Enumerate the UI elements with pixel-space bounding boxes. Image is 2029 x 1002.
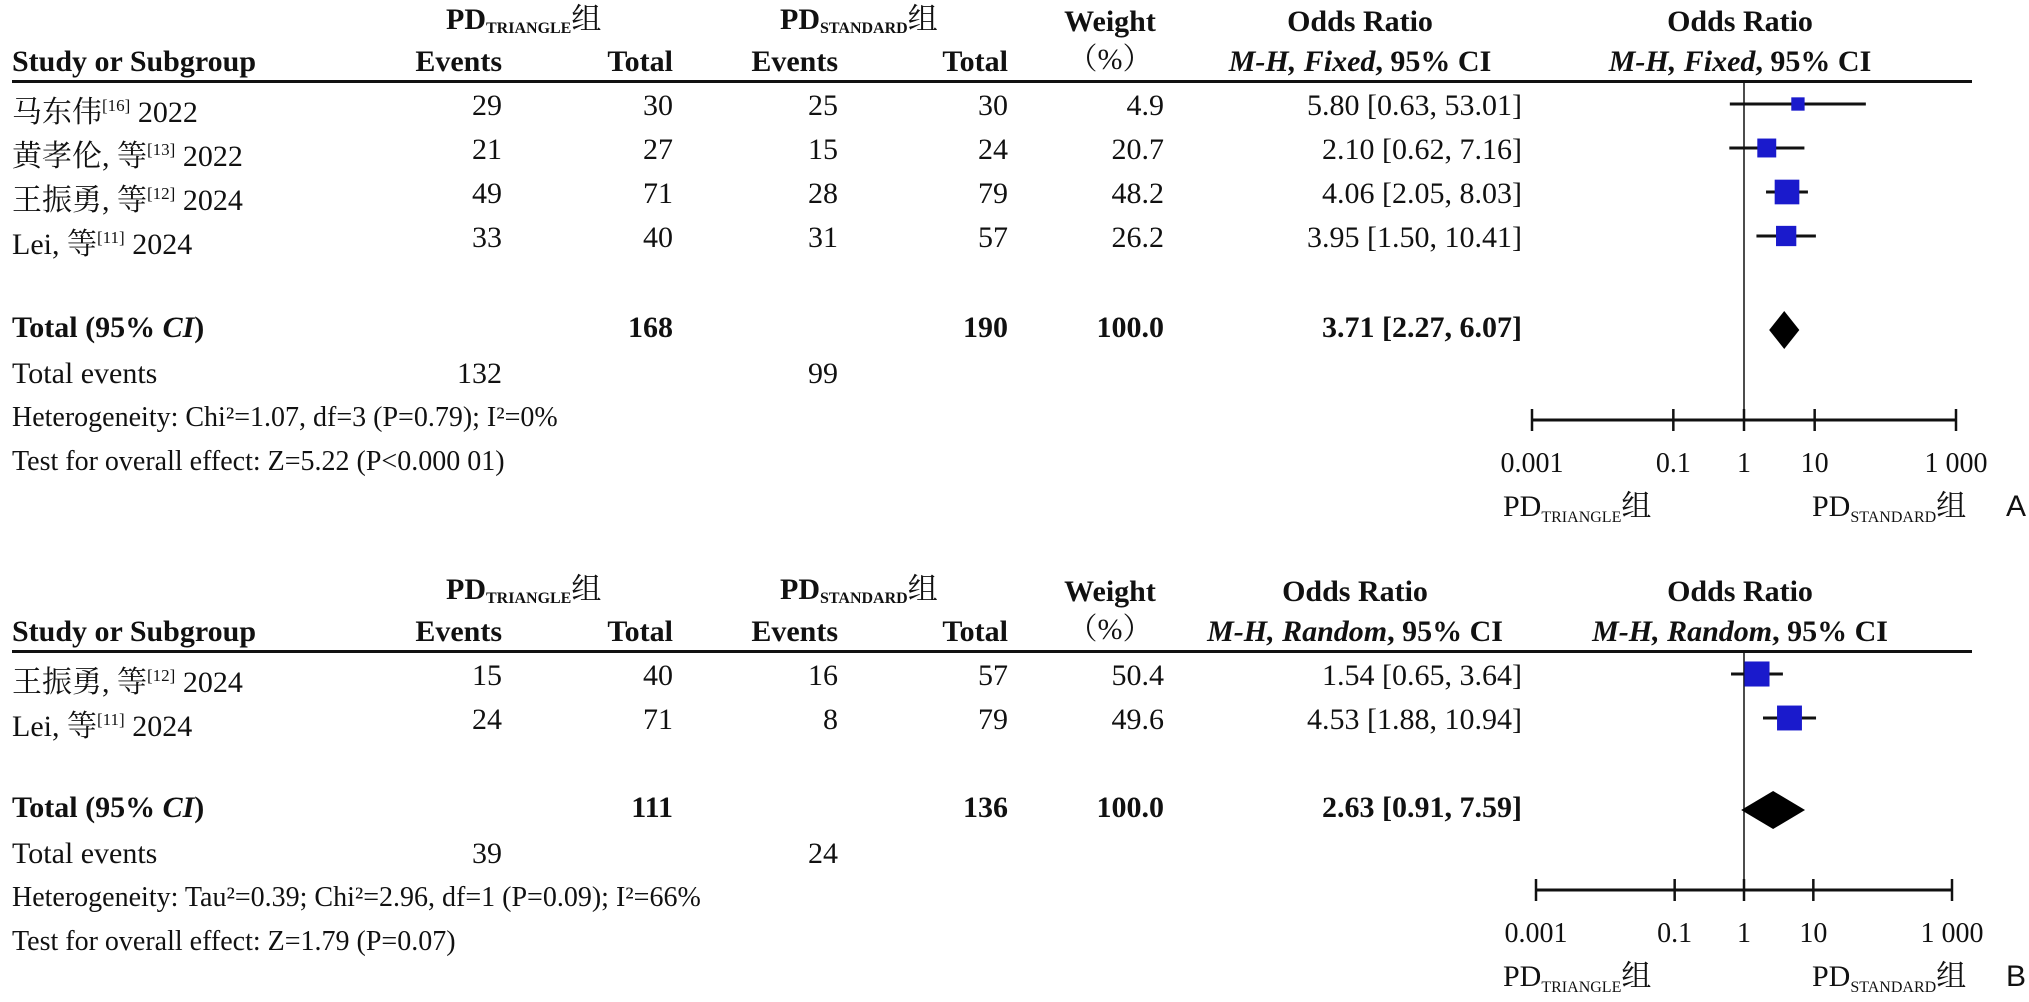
- events1: 15: [472, 659, 502, 692]
- weight-header: Weight: [1064, 575, 1156, 608]
- study-name: Lei, 等[11] 2024: [12, 710, 193, 743]
- favours-group1-label: $PD_{TRIANGLE}$组: [1503, 490, 1652, 526]
- weight-unit: （%）: [1067, 613, 1153, 646]
- summary-diamond: [1769, 311, 1799, 349]
- events-label: Total events: [12, 357, 158, 390]
- heterogeneity-text: Heterogeneity: Tau²=0.39; Chi²=2.96, df=1 (P=0.09); I²=66%: [12, 882, 701, 913]
- overall-effect-text: Test for overall effect: Z=1.79 (P=0.07): [12, 926, 456, 957]
- total2: 57: [978, 221, 1008, 254]
- total2-sum: 136: [963, 791, 1008, 824]
- study-name: 王振勇, 等[12] 2024: [12, 184, 243, 217]
- events2-sum: 99: [808, 357, 838, 390]
- total-weight: 100.0: [1096, 311, 1164, 344]
- events1: 33: [472, 221, 502, 254]
- total2: 24: [978, 133, 1008, 166]
- total1-sum: 168: [628, 311, 673, 344]
- or-value: 1.54 [0.65, 3.64]: [1322, 659, 1522, 692]
- study-name: 黄孝伦, 等[13] 2022: [12, 140, 243, 173]
- study-name: 马东伟[16] 2022: [12, 96, 198, 129]
- total1-header: Total: [607, 615, 673, 648]
- events2: 25: [808, 89, 838, 122]
- total1: 30: [643, 89, 673, 122]
- events2: 8: [823, 703, 838, 736]
- group1-header: $PD_{TRIANGLE}$组: [446, 3, 602, 37]
- total2-header: Total: [942, 615, 1008, 648]
- total1-header: Total: [607, 45, 673, 78]
- panel-letter: B: [2006, 960, 2027, 993]
- events1-header: Events: [415, 615, 502, 648]
- total1: 71: [643, 177, 673, 210]
- total-weight: 100.0: [1096, 791, 1164, 824]
- events-label: Total events: [12, 837, 158, 870]
- or-method: M-H, Fixed, 95% CI: [1228, 45, 1492, 78]
- events2: 28: [808, 177, 838, 210]
- events2: 15: [808, 133, 838, 166]
- or-value: 3.95 [1.50, 10.41]: [1307, 221, 1522, 254]
- total-or: 3.71 [2.27, 6.07]: [1322, 311, 1522, 344]
- study-name: 王振勇, 等[12] 2024: [12, 666, 243, 699]
- events2: 31: [808, 221, 838, 254]
- events1-sum: 132: [457, 357, 502, 390]
- weight-header: Weight: [1064, 5, 1156, 38]
- events1: 24: [472, 703, 502, 736]
- overall-effect-text: Test for overall effect: Z=5.22 (P<0.000 01): [12, 446, 505, 477]
- weight-value: 50.4: [1111, 659, 1164, 692]
- study-marker: [1744, 661, 1769, 686]
- study-column-header: Study or Subgroup: [12, 615, 257, 648]
- or-header: Odds Ratio: [1282, 575, 1428, 608]
- x-tick-label: 0.001: [1500, 448, 1564, 479]
- total2-header: Total: [942, 45, 1008, 78]
- summary-diamond: [1741, 791, 1805, 829]
- total2: 79: [978, 177, 1008, 210]
- total2: 57: [978, 659, 1008, 692]
- or-method: M-H, Random, 95% CI: [1207, 615, 1503, 648]
- x-tick-label: 1: [1737, 448, 1751, 479]
- total1-sum: 111: [631, 791, 673, 824]
- study-marker: [1776, 226, 1796, 246]
- total-label: Total (95% CI): [12, 791, 205, 824]
- or-plot-header: Odds Ratio: [1667, 5, 1813, 38]
- events2-header: Events: [751, 45, 838, 78]
- total1: 40: [643, 659, 673, 692]
- study-marker: [1791, 97, 1804, 110]
- total-label: Total (95% CI): [12, 311, 205, 344]
- favours-group1-label: $PD_{TRIANGLE}$组: [1503, 960, 1652, 996]
- or-plot-method: M-H, Fixed, 95% CI: [1608, 45, 1872, 78]
- or-value: 2.10 [0.62, 7.16]: [1322, 133, 1522, 166]
- events1: 29: [472, 89, 502, 122]
- or-plot-header: Odds Ratio: [1667, 575, 1813, 608]
- forest-plot-a: [1500, 80, 2029, 526]
- or-header: Odds Ratio: [1287, 5, 1433, 38]
- events1-sum: 39: [472, 837, 502, 870]
- total1: 40: [643, 221, 673, 254]
- or-value: 5.80 [0.63, 53.01]: [1307, 89, 1522, 122]
- x-tick-label: 1 000: [1920, 918, 1984, 949]
- x-tick-label: 0.001: [1504, 918, 1568, 949]
- or-value: 4.06 [2.05, 8.03]: [1322, 177, 1522, 210]
- total1: 27: [643, 133, 673, 166]
- x-tick-label: 10: [1800, 448, 1829, 479]
- weight-value: 26.2: [1111, 221, 1164, 254]
- weight-value: 4.9: [1126, 89, 1164, 122]
- weight-value: 48.2: [1111, 177, 1164, 210]
- heterogeneity-text: Heterogeneity: Chi²=1.07, df=3 (P=0.79); I²=0%: [12, 402, 558, 433]
- x-tick-label: 1 000: [1924, 448, 1988, 479]
- study-name: Lei, 等[11] 2024: [12, 228, 193, 261]
- group1-header: $PD_{TRIANGLE}$组: [446, 573, 602, 607]
- x-tick-label: 0.1: [1657, 918, 1693, 949]
- total1: 71: [643, 703, 673, 736]
- group2-header: $PD_{STANDARD}$组: [780, 3, 938, 37]
- panel-letter: A: [2006, 490, 2027, 523]
- events1: 49: [472, 177, 502, 210]
- events2-header: Events: [751, 615, 838, 648]
- study-marker: [1775, 180, 1800, 205]
- group2-header: $PD_{STANDARD}$组: [780, 573, 938, 607]
- weight-value: 20.7: [1111, 133, 1164, 166]
- total2-sum: 190: [963, 311, 1008, 344]
- or-value: 4.53 [1.88, 10.94]: [1307, 703, 1522, 736]
- events2: 16: [808, 659, 838, 692]
- forest-panel-b: [0, 570, 2029, 1002]
- or-plot-method: M-H, Random, 95% CI: [1592, 615, 1888, 648]
- total2: 30: [978, 89, 1008, 122]
- study-marker: [1777, 706, 1802, 731]
- forest-plot-b: [1500, 650, 2029, 1002]
- total-or: 2.63 [0.91, 7.59]: [1322, 791, 1522, 824]
- x-tick-label: 0.1: [1655, 448, 1691, 479]
- x-tick-label: 10: [1799, 918, 1828, 949]
- events1-header: Events: [415, 45, 502, 78]
- weight-value: 49.6: [1111, 703, 1164, 736]
- favours-group2-label: $PD_{STANDARD}$组: [1812, 960, 1967, 996]
- study-column-header: Study or Subgroup: [12, 45, 257, 78]
- favours-group2-label: $PD_{STANDARD}$组: [1812, 490, 1967, 526]
- events1: 21: [472, 133, 502, 166]
- weight-unit: （%）: [1067, 43, 1153, 76]
- study-marker: [1757, 139, 1776, 158]
- events2-sum: 24: [808, 837, 838, 870]
- total2: 79: [978, 703, 1008, 736]
- x-tick-label: 1: [1737, 918, 1751, 949]
